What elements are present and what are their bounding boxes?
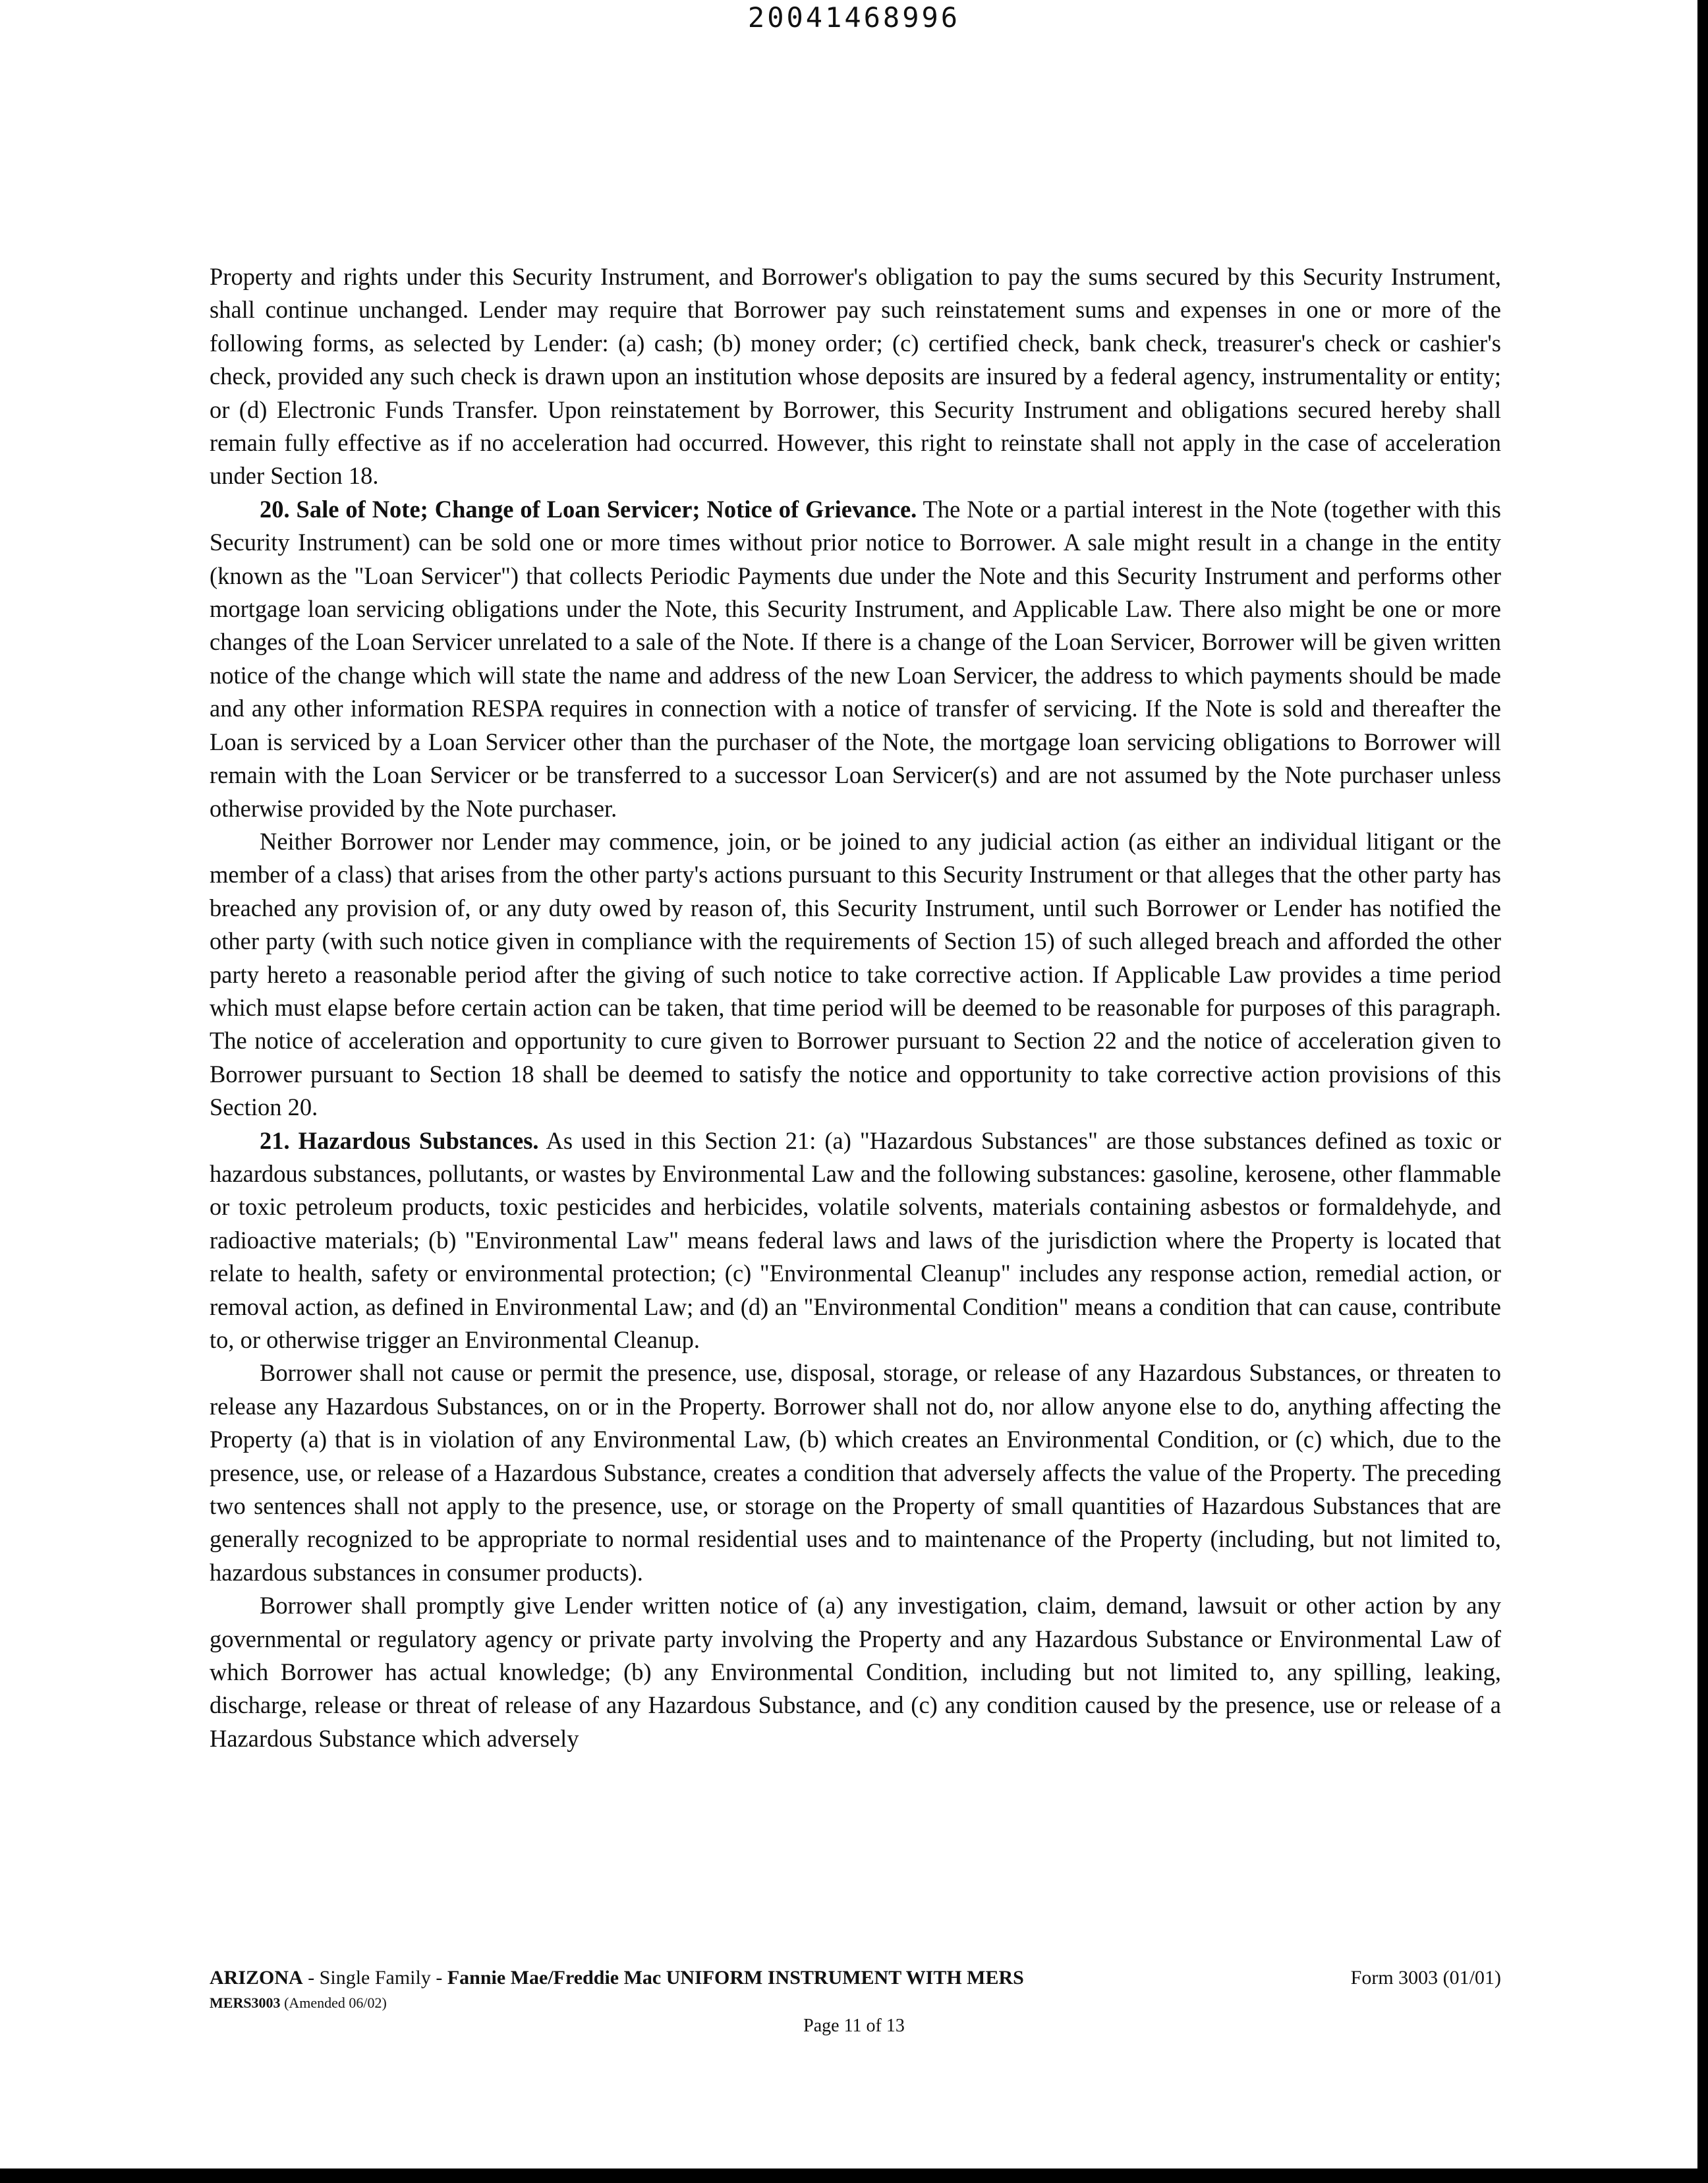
paragraph-text: As used in this Section 21: (a) "Hazardous Substances" are those substances defined as toxic or hazardous substances, pollutants, or wastes by Environmental Law and the following substances: gasoline, kerosene, other flammable or toxic petroleum products, toxic pesticides and herbicides, volatile solvents, materials containing asbestos or formaldehyde, and radioactive materials; (b) "Environmental Law" means federal laws and laws of the jurisdiction where the Property is located that relate to health, safety or environmental protection; (c) "Environmental Cleanup" includes any response action, remedial action, or removal action, as defined in Environmental Law; and (d) an "Environmental Condition" means a condition that can cause, contribute to, or otherwise trigger an Environmental Cleanup.: [210, 1126, 1501, 1353]
paragraph-section-20-grievance: [210, 825, 1501, 1124]
footer-publisher: Fannie Mae/Freddie Mac UNIFORM INSTRUMENT WITH MERS: [447, 1967, 1024, 1989]
footer-state: ARIZONA: [210, 1967, 303, 1989]
footer-form-number: Form 3003 (01/01): [1350, 1967, 1501, 1989]
paragraph-continuation: [210, 260, 1501, 493]
paragraph-text: Property and rights under this Security Instrument, and Borrower's obligation to pay the sums secured by this Security Instrument, shall continue unchanged. Lender may require that Borrower pay such reinstatement sums and expenses in one or more of the following forms, as selected by Lender: (a) cash; (b) money order; (c) certified check, bank check, treasurer's check or cashier's check, provided any such check is drawn upon an institution whose deposits are insured by a federal agency, instrumentality or entity; or (d) Electronic Funds Transfer. Upon reinstatement by Borrower, this Security Instrument and obligations secured hereby shall remain fully effective as if no acceleration had occurred. However, this right to reinstate shall not apply in the case of acceleration under Section 18.: [210, 263, 1501, 490]
footer-line: [210, 1967, 1501, 1993]
recording-number: 20041468996: [747, 1, 961, 34]
paragraph-section-20: [210, 493, 1501, 825]
paragraph-text: Neither Borrower nor Lender may commence, join, or be joined to any judicial action (as either an individual litigant or the member of a class) that arises from the other party's actions pursuant to this Security Instrument or that alleges that the other party has breached any provision of, or any duty owed by reason of, this Security Instrument, until such Borrower or Lender has notified the other party (with such notice given in compliance with the requirements of Section 15) of such alleged breach and afforded the other party hereto a reasonable period after the giving of such notice to take corrective action. If Applicable Law provides a time period which must elapse before certain action can be taken, that time period will be deemed to be reasonable for purposes of this paragraph. The notice of acceleration and opportunity to cure given to Borrower pursuant to Section 22 and the notice of acceleration given to Borrower pursuant to Section 18 shall be deemed to satisfy the notice and opportunity to take corrective action provisions of this Section 20.: [210, 827, 1501, 1121]
paragraph-section-21: [210, 1124, 1501, 1357]
page-footer: [210, 1967, 1501, 2012]
page-number: Page 11 of 13: [803, 2016, 905, 2036]
footer-instrument-title: [210, 1967, 1024, 1989]
document-body: [210, 260, 1501, 1755]
paragraph-section-21-presence: [210, 1356, 1501, 1589]
paragraph-text: Borrower shall promptly give Lender written notice of (a) any investigation, claim, demand, lawsuit or other action by any governmental or regulatory agency or private party involving the Property and any Hazardous Substance or Environmental Law of which Borrower has actual knowledge; (b) any Environmental Condition, including but not limited to, any spilling, leaking, discharge, release or threat of release of any Hazardous Substance, and (c) any condition caused by the presence, use or release of a Hazardous Substance which adversely: [210, 1592, 1501, 1752]
paragraph-text: The Note or a partial interest in the Note (together with this Security Instrument) can be sold one or more times without prior notice to Borrower. A sale might result in a change in the entity (known as the "Loan Servicer") that collects Periodic Payments due under the Note and this Security Instrument and performs other mortgage loan servicing obligations under the Note, this Security Instrument, and Applicable Law. There also might be one or more changes of the Loan Servicer unrelated to a sale of the Note. If there is a change of the Loan Servicer, Borrower will be given written notice of the change which will state the name and address of the new Loan Servicer, the address to which payments should be made and any other information RESPA requires in connection with a notice of transfer of servicing. If the Note is sold and thereafter the Loan is serviced by a Loan Servicer other than the purchaser of the Note, the mortgage loan servicing obligations to Borrower will remain with the Loan Servicer or be transferred to a successor Loan Servicer(s) and are not assumed by the Note purchaser unless otherwise provided by the Note purchaser.: [210, 495, 1501, 822]
scan-edge-right: [1697, 0, 1708, 2183]
paragraph-text: Borrower shall not cause or permit the presence, use, disposal, storage, or release of any Hazardous Substances, or threaten to release any Hazardous Substances, on or in the Property. Borrower shall not do, nor allow anyone else to do, anything affecting the Property (a) that is in violation of any Environmental Law, (b) which creates an Environmental Condition, or (c) which, due to the presence, use, or release of a Hazardous Substance, creates a condition that adversely affects the value of the Property. The preceding two sentences shall not apply to the presence, use, or storage on the Property of small quantities of Hazardous Substances that are generally recognized to be appropriate to normal residential uses and to maintenance of the Property (including, but not limited to, hazardous substances in consumer products).: [210, 1359, 1501, 1586]
footer-amended: (Amended 06/02): [280, 1994, 387, 2011]
footer-code-text: MERS3003: [210, 1994, 281, 2011]
footer-doc-code: [210, 1994, 1501, 2012]
section-heading: 20. Sale of Note; Change of Loan Servicer; Notice of Grievance.: [260, 495, 917, 523]
scan-edge-bottom: [0, 2168, 1708, 2183]
footer-separator: - Single Family -: [302, 1967, 447, 1989]
section-heading: 21. Hazardous Substances.: [260, 1126, 539, 1154]
paragraph-section-21-notice: [210, 1589, 1501, 1755]
